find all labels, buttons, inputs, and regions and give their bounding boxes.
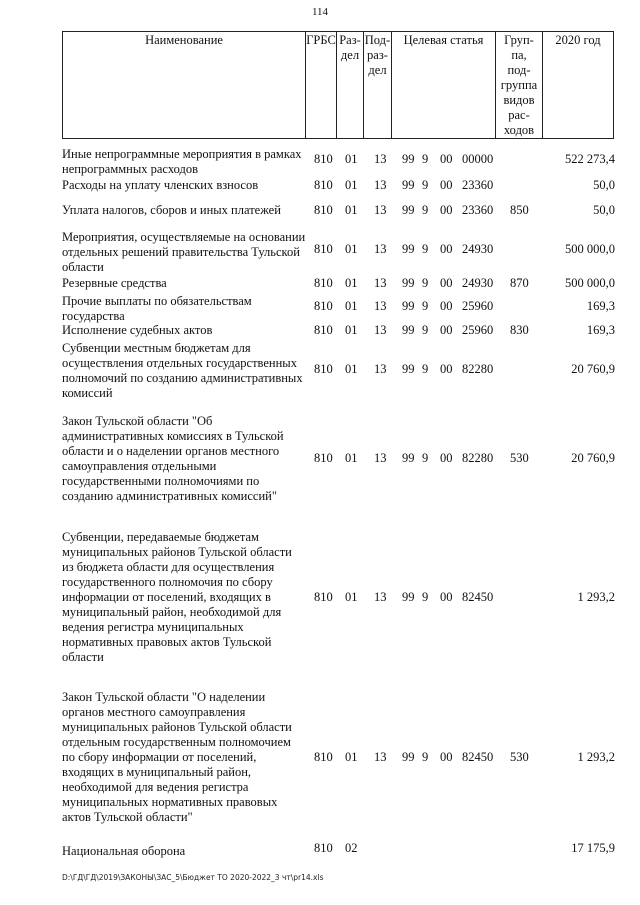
row-razdel: 01 xyxy=(345,299,358,313)
row-amount: 500 000,0 xyxy=(565,242,615,256)
row-target-2: 9 xyxy=(422,299,429,313)
header-name: Наименование xyxy=(62,31,306,139)
row-target-4: 23360 xyxy=(462,178,494,192)
row-target-2: 9 xyxy=(422,178,429,192)
row-group: 850 xyxy=(510,203,529,217)
row-target-1: 99 xyxy=(402,451,415,465)
row-amount: 20 760,9 xyxy=(571,451,615,465)
row-group: 870 xyxy=(510,276,529,290)
row-amount: 522 273,4 xyxy=(565,152,615,166)
row-name: Прочие выплаты по обязательствам государства xyxy=(62,294,252,323)
row-target-2: 9 xyxy=(422,451,429,465)
row-target-3: 00 xyxy=(440,451,453,465)
row-podrazdel: 13 xyxy=(374,750,387,764)
row-name: Мероприятия, осуществляемые на основании отдельных решений правительства Тульской области xyxy=(62,230,306,274)
row-grbs: 810 xyxy=(314,362,333,376)
row-amount: 20 760,9 xyxy=(571,362,615,376)
row-target-3: 00 xyxy=(440,178,453,192)
row-podrazdel: 13 xyxy=(374,276,387,290)
row-podrazdel: 13 xyxy=(374,590,387,604)
row-target-3: 00 xyxy=(440,242,453,256)
row-target-1: 99 xyxy=(402,590,415,604)
row-amount: 50,0 xyxy=(593,178,615,192)
row-podrazdel: 13 xyxy=(374,178,387,192)
row-target-4: 82450 xyxy=(462,750,494,764)
row-grbs: 810 xyxy=(314,152,333,166)
row-target-3: 00 xyxy=(440,299,453,313)
row-amount: 500 000,0 xyxy=(565,276,615,290)
row-name: Национальная оборона xyxy=(62,844,186,858)
page-number: 114 xyxy=(311,6,329,18)
row-razdel: 01 xyxy=(345,276,358,290)
row-group: 530 xyxy=(510,451,529,465)
row-name: Закон Тульской области "О наделении органов местного самоуправления муниципальных районов Тульской области отдельным государственным полномочием по сбору информации от поселений, входящих в муниципальный район, необходимой для ведения регистра муниципальных нормативных правовых актов Тульской области" xyxy=(62,690,292,824)
row-razdel: 01 xyxy=(345,323,358,337)
row-target-3: 00 xyxy=(440,323,453,337)
row-target-4: 82280 xyxy=(462,362,494,376)
row-target-3: 00 xyxy=(440,362,453,376)
row-target-3: 00 xyxy=(440,590,453,604)
row-target-2: 9 xyxy=(422,750,429,764)
row-grbs: 810 xyxy=(314,203,333,217)
row-name: Исполнение судебных актов xyxy=(62,323,213,337)
row-group: 830 xyxy=(510,323,529,337)
row-target-4: 00000 xyxy=(462,152,494,166)
row-razdel: 01 xyxy=(345,750,358,764)
row-podrazdel: 13 xyxy=(374,152,387,166)
header-target: Целевая статья xyxy=(391,31,496,139)
header-razdel: Раз- дел xyxy=(336,31,364,139)
row-target-4: 25960 xyxy=(462,299,494,313)
row-target-1: 99 xyxy=(402,242,415,256)
row-razdel: 01 xyxy=(345,242,358,256)
row-razdel: 01 xyxy=(345,203,358,217)
row-target-1: 99 xyxy=(402,276,415,290)
row-grbs: 810 xyxy=(314,451,333,465)
row-target-1: 99 xyxy=(402,323,415,337)
row-podrazdel: 13 xyxy=(374,362,387,376)
row-target-4: 82450 xyxy=(462,590,494,604)
row-target-4: 24930 xyxy=(462,276,494,290)
row-name: Субвенции, передаваемые бюджетам муниципальных районов Тульской области из бюджета области для осуществления государственного полномочия по сбору информации от поселений, входящих в муниципальный район, необходимой для ведения регистра муниципальных нормативных правовых актов Тульской области xyxy=(62,530,292,664)
row-amount: 169,3 xyxy=(586,323,615,337)
row-target-2: 9 xyxy=(422,323,429,337)
row-amount: 50,0 xyxy=(593,203,615,217)
row-target-1: 99 xyxy=(402,362,415,376)
row-grbs: 810 xyxy=(314,841,333,855)
row-amount: 1 293,2 xyxy=(577,750,615,764)
row-amount: 1 293,2 xyxy=(577,590,615,604)
row-target-1: 99 xyxy=(402,203,415,217)
row-target-3: 00 xyxy=(440,750,453,764)
row-podrazdel: 13 xyxy=(374,242,387,256)
row-target-1: 99 xyxy=(402,152,415,166)
row-podrazdel: 13 xyxy=(374,451,387,465)
row-grbs: 810 xyxy=(314,323,333,337)
row-target-1: 99 xyxy=(402,299,415,313)
row-razdel: 01 xyxy=(345,362,358,376)
row-name: Иные непрограммные мероприятия в рамках непрограммных расходов xyxy=(62,147,302,176)
row-target-3: 00 xyxy=(440,203,453,217)
row-target-3: 00 xyxy=(440,152,453,166)
row-grbs: 810 xyxy=(314,299,333,313)
row-name: Субвенции местным бюджетам для осуществления отдельных государственных полномочий по созданию административных комиссий xyxy=(62,341,303,400)
row-amount: 169,3 xyxy=(586,299,615,313)
row-amount: 17 175,9 xyxy=(571,841,615,855)
row-grbs: 810 xyxy=(314,242,333,256)
row-target-2: 9 xyxy=(422,203,429,217)
row-target-4: 23360 xyxy=(462,203,494,217)
row-name: Расходы на уплату членских взносов xyxy=(62,178,259,192)
row-razdel: 01 xyxy=(345,178,358,192)
row-target-2: 9 xyxy=(422,276,429,290)
row-podrazdel: 13 xyxy=(374,323,387,337)
row-target-2: 9 xyxy=(422,362,429,376)
row-target-3: 00 xyxy=(440,276,453,290)
row-target-4: 82280 xyxy=(462,451,494,465)
row-name: Закон Тульской области "Об административных комиссиях в Тульской области и о наделении органов местного самоуправления отдельными государственными полномочиями по созданию административных комиссий" xyxy=(62,414,284,503)
row-target-4: 24930 xyxy=(462,242,494,256)
header-podrazdel: Под- раз- дел xyxy=(363,31,392,139)
row-podrazdel: 13 xyxy=(374,203,387,217)
row-grbs: 810 xyxy=(314,750,333,764)
row-target-2: 9 xyxy=(422,242,429,256)
header-year: 2020 год xyxy=(542,31,614,139)
file-path-footer: D:\ГД\ГД\2019\ЗАКОНЫ\ЗАС_5\Бюджет ТО 2020-2022_3 чт\pr14.xls xyxy=(62,873,324,882)
row-razdel: 01 xyxy=(345,451,358,465)
row-podrazdel: 13 xyxy=(374,299,387,313)
row-target-2: 9 xyxy=(422,590,429,604)
row-name: Уплата налогов, сборов и иных платежей xyxy=(62,203,281,217)
row-target-1: 99 xyxy=(402,750,415,764)
table-header xyxy=(62,31,614,139)
row-grbs: 810 xyxy=(314,276,333,290)
row-razdel: 01 xyxy=(345,152,358,166)
row-grbs: 810 xyxy=(314,178,333,192)
row-target-1: 99 xyxy=(402,178,415,192)
row-name: Резервные средства xyxy=(62,276,167,290)
header-group: Груп- па, под- группа видов рас- ходов xyxy=(495,31,543,139)
row-razdel: 01 xyxy=(345,590,358,604)
row-grbs: 810 xyxy=(314,590,333,604)
row-target-4: 25960 xyxy=(462,323,494,337)
header-grbs: ГРБС xyxy=(305,31,337,139)
row-target-2: 9 xyxy=(422,152,429,166)
row-group: 530 xyxy=(510,750,529,764)
row-razdel: 02 xyxy=(345,841,358,855)
